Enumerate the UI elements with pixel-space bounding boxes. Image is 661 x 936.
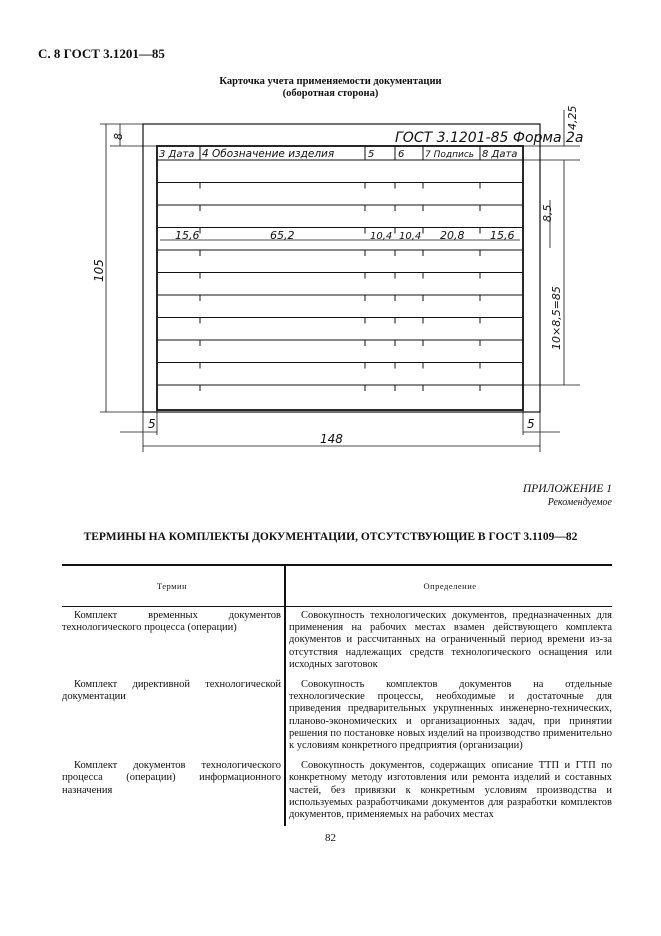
dim-col-4: 10,4: [399, 231, 422, 242]
dim-margin-right: 5: [527, 417, 535, 431]
col-date-1: 3 Дата: [159, 149, 195, 160]
terms-table: [62, 564, 612, 826]
form-title: ГОСТ 3.1201-85 Форма 2а: [395, 130, 584, 146]
col-date-2: 8 Дата: [482, 149, 518, 160]
dim-header: 4,25: [566, 105, 579, 130]
term: Комплект временных документов технологического процесса (операции): [62, 610, 281, 634]
dim-height: 105: [92, 259, 106, 282]
dim-row: 8,5: [541, 204, 554, 222]
dim-col-1: 15,6: [175, 229, 200, 242]
col-designation: 4 Обозначение изделия: [202, 148, 335, 160]
section-title: ТЕРМИНЫ НА КОМПЛЕКТЫ ДОКУМЕНТАЦИИ, ОТСУТСТВУЮЩИЕ В ГОСТ 3.1109—82: [83, 531, 578, 543]
term: Комплект документов технологического процесса (операции) информационного назначения: [62, 760, 281, 796]
appendix-number: ПРИЛОЖЕНИЕ 1: [522, 483, 612, 495]
header-definition: Определение: [285, 565, 612, 607]
page-number: 82: [325, 832, 336, 844]
table-row: [62, 757, 612, 826]
definition: Совокупность документов, содержащих описание ТТП и ГТП по конкретному методу изготовления или ремонта изделий и составных частей, без привязки к конкретным условиям производства и используемых разработчиками документов для разработки комплектов документов, применяемых на рабочих местах: [289, 760, 612, 821]
definition: Совокупность технологических документов, предназначенных для применения на рабочих местах взамен действующего комплекта документов и рассчитанных на ограниченный период времени из-за отсутствия надлежащих средств технологического оснащения или исходных заготовок: [289, 610, 612, 670]
col-signature: 7 Подпись: [425, 150, 475, 160]
col-5: 5: [368, 149, 375, 160]
dim-margin-left: 5: [148, 417, 156, 431]
col-6: 6: [398, 149, 405, 160]
dim-col-3: 10,4: [370, 231, 393, 242]
caption-line1: Карточка учета применяемости документации: [219, 76, 442, 87]
page-header: С. 8 ГОСТ 3.1201—85: [38, 46, 165, 61]
appendix-label: [523, 483, 612, 509]
term: Комплект директивной технологической документации: [62, 679, 281, 703]
definition: Совокупность комплектов документов на отдельные технологические процессы, необходимые и достаточные для приведения предварительных укрупненных инженерно-технических, планово-экономических и организационных задач, при принятии решения по постановке новых изделий на производство применительно к условиям конкретного предприятия (организации): [289, 679, 612, 752]
appendix-status: Рекомендуемое: [547, 497, 612, 508]
header-term: Термин: [62, 565, 285, 607]
caption-line2: (оборотная сторона): [282, 88, 379, 99]
dim-col-2: 65,2: [270, 229, 295, 242]
dim-width: 148: [320, 432, 343, 446]
table-row: [62, 607, 612, 677]
dim-rows-total: 10×8,5=85: [550, 286, 563, 350]
dim-col-5: 20,8: [440, 229, 465, 242]
dim-col-6: 15,6: [490, 229, 515, 242]
table-row: [62, 676, 612, 757]
dim-top: 8: [112, 133, 125, 140]
